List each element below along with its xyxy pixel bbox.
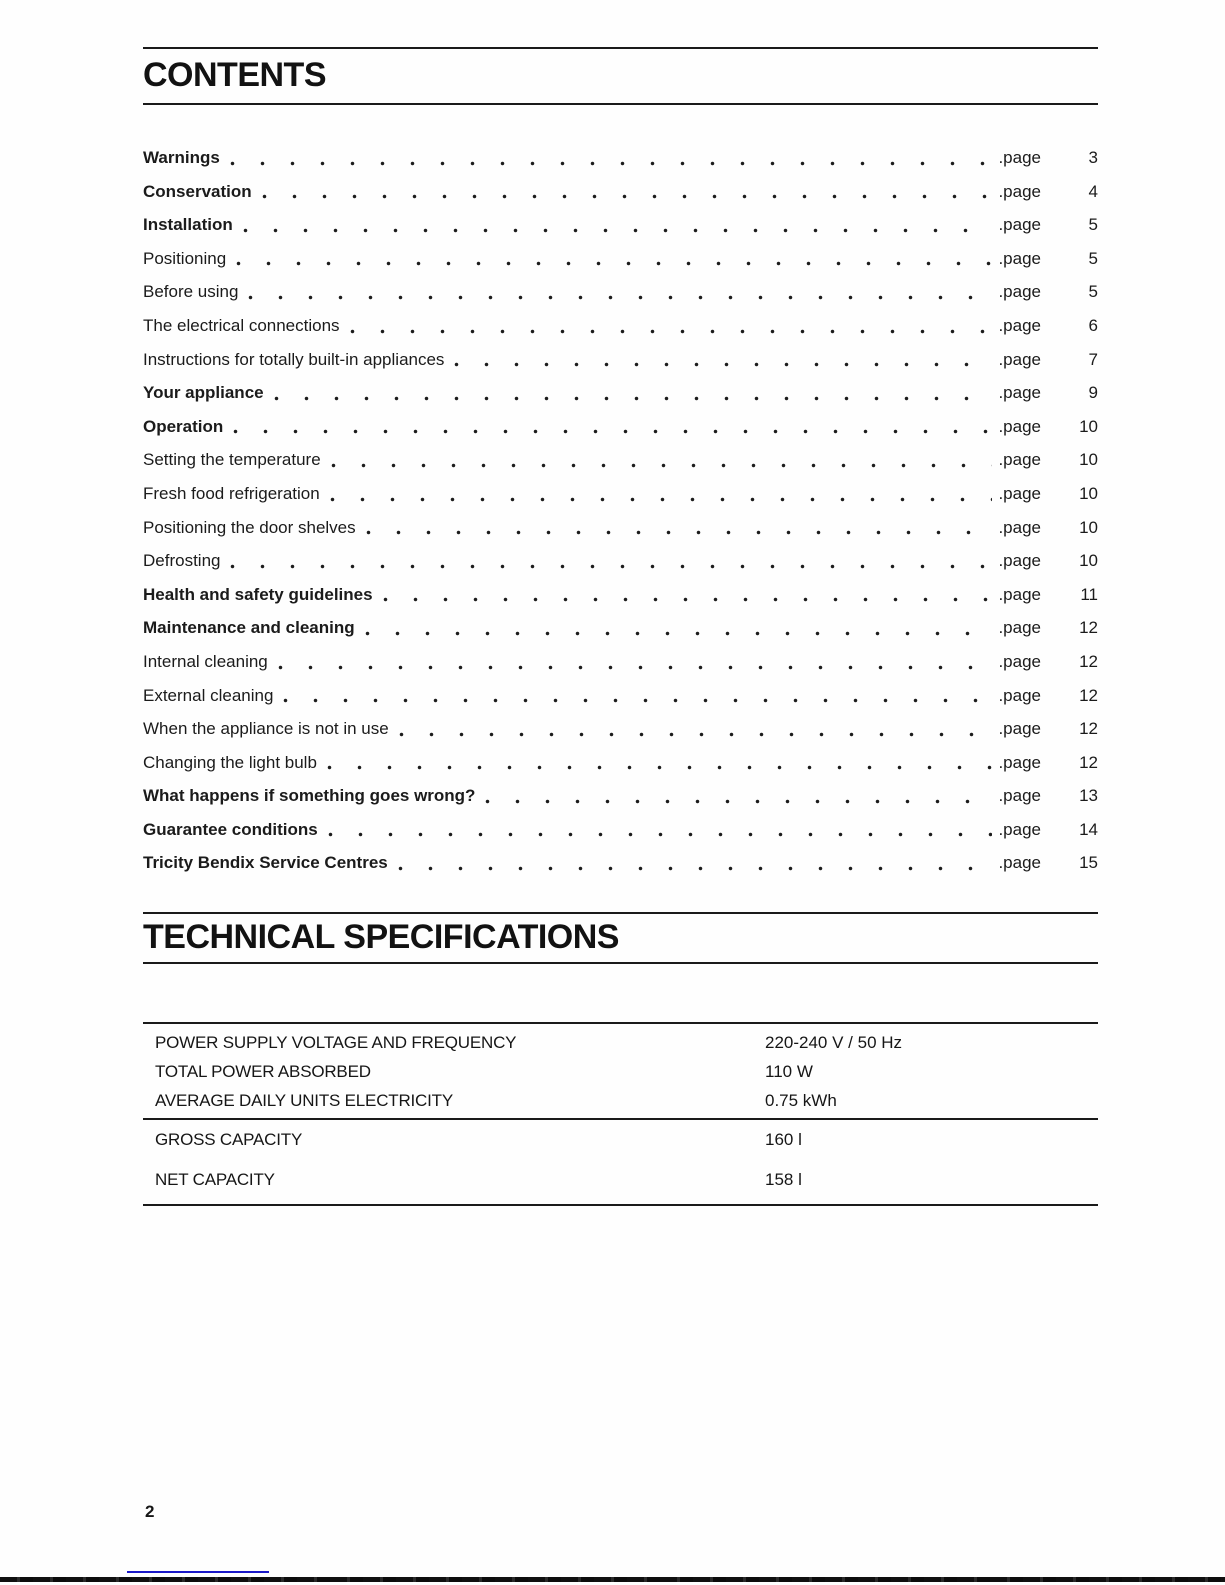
toc-row xyxy=(143,376,1098,410)
toc-row xyxy=(143,410,1098,444)
dot-leader xyxy=(398,866,993,871)
toc-page-word: .page xyxy=(998,752,1041,772)
toc-entry-label: Installation xyxy=(143,215,233,235)
spec-label: AVERAGE DAILY UNITS ELECTRICITY xyxy=(155,1091,453,1111)
toc-row xyxy=(143,645,1098,679)
toc-row xyxy=(143,813,1098,847)
blue-underline-artifact xyxy=(127,1571,269,1573)
spec-label: POWER SUPPLY VOLTAGE AND FREQUENCY xyxy=(155,1033,517,1053)
dot-leader xyxy=(230,161,993,166)
contents-top-rule xyxy=(143,47,1098,49)
toc-entry-label: Changing the light bulb xyxy=(143,752,317,772)
toc-row xyxy=(143,511,1098,545)
dot-leader xyxy=(350,329,993,334)
toc-page-number: 7 xyxy=(1088,349,1098,369)
toc-entry-label: Positioning xyxy=(143,248,227,268)
toc-page-number: 13 xyxy=(1079,786,1098,806)
toc-page-number: 12 xyxy=(1079,719,1098,739)
dot-leader xyxy=(485,799,992,804)
dot-leader xyxy=(330,497,993,502)
toc-page-word: .page xyxy=(998,685,1041,705)
toc-page-number: 9 xyxy=(1088,383,1098,403)
toc-entry-label: Defrosting xyxy=(143,551,221,571)
toc-row xyxy=(143,443,1098,477)
contents-section xyxy=(143,47,1098,880)
spec-value: 160 l xyxy=(765,1130,802,1150)
toc-entry-label: Warnings xyxy=(143,148,220,167)
spec-table xyxy=(143,1022,1098,1206)
toc-page-word: .page xyxy=(998,315,1041,335)
toc-page-word: .page xyxy=(998,651,1041,671)
spec-label: TOTAL POWER ABSORBED xyxy=(155,1062,371,1082)
toc-page-number: 12 xyxy=(1079,685,1098,705)
toc-page-word: .page xyxy=(998,450,1041,470)
toc-row xyxy=(143,242,1098,276)
toc-row xyxy=(143,712,1098,746)
toc-row xyxy=(143,544,1098,578)
toc-row xyxy=(143,679,1098,713)
dot-leader xyxy=(230,564,992,569)
dot-leader xyxy=(383,597,993,602)
toc-row xyxy=(143,846,1098,880)
toc-row xyxy=(143,343,1098,377)
toc-row xyxy=(143,779,1098,813)
toc-row xyxy=(143,746,1098,780)
toc-page-number: 6 xyxy=(1088,315,1098,335)
spec-row xyxy=(155,1086,1098,1115)
toc-entry-label: Guarantee conditions xyxy=(143,819,318,839)
toc-page-word: .page xyxy=(998,282,1041,302)
toc-page-number: 3 xyxy=(1088,148,1098,167)
toc-row xyxy=(143,275,1098,309)
specs-top-rule xyxy=(143,912,1098,914)
toc-row xyxy=(143,309,1098,343)
toc-page-number: 5 xyxy=(1088,248,1098,268)
dot-leader xyxy=(366,530,993,535)
spec-value: 158 l xyxy=(765,1170,802,1190)
dot-leader xyxy=(328,832,993,837)
toc-page-word: .page xyxy=(998,618,1041,638)
toc-page-number: 12 xyxy=(1079,752,1098,772)
toc-entry-label: Operation xyxy=(143,416,224,436)
dot-leader xyxy=(327,765,993,770)
dot-leader xyxy=(283,698,992,703)
toc-page-number: 10 xyxy=(1079,483,1098,503)
spec-row xyxy=(155,1120,1098,1160)
spec-row xyxy=(155,1028,1098,1057)
toc-row xyxy=(143,175,1098,209)
spec-row xyxy=(155,1160,1098,1200)
spec-label: NET CAPACITY xyxy=(155,1170,275,1190)
toc-row xyxy=(143,578,1098,612)
dot-leader xyxy=(262,194,993,199)
dot-leader xyxy=(236,261,992,266)
toc-row xyxy=(143,477,1098,511)
toc-page-word: .page xyxy=(998,786,1041,806)
toc-page-word: .page xyxy=(998,551,1041,571)
toc-row xyxy=(143,141,1098,175)
spec-value: 220-240 V / 50 Hz xyxy=(765,1033,903,1053)
tech-specs-section xyxy=(143,912,1098,1206)
toc-page-word: .page xyxy=(998,719,1041,739)
spec-group-power xyxy=(143,1024,1098,1118)
toc-page-word: .page xyxy=(998,416,1041,436)
toc-entry-label: What happens if something goes wrong? xyxy=(143,786,476,806)
toc-page-word: .page xyxy=(998,181,1041,201)
dot-leader xyxy=(454,362,992,367)
scan-edge-artifact xyxy=(0,1577,1225,1582)
toc-page-word: .page xyxy=(998,148,1041,167)
toc-entry-label: Before using xyxy=(143,282,239,302)
contents-bottom-rule xyxy=(143,103,1098,105)
toc-page-number: 4 xyxy=(1088,181,1098,201)
specs-bottom-rule xyxy=(143,962,1098,964)
toc-page-number: 10 xyxy=(1079,450,1098,470)
toc-page-number: 10 xyxy=(1079,416,1098,436)
toc-page-word: .page xyxy=(998,383,1041,403)
toc-entry-label: The electrical connections xyxy=(143,315,340,335)
toc-entry-label: Tricity Bendix Service Centres xyxy=(143,853,388,873)
toc-entry-label: Health and safety guidelines xyxy=(143,584,373,604)
toc-page-number: 15 xyxy=(1079,853,1098,873)
toc-page-word: .page xyxy=(998,819,1041,839)
toc-page-word: .page xyxy=(998,584,1041,604)
spec-value: 0.75 kWh xyxy=(765,1091,837,1111)
toc-page-word: .page xyxy=(998,517,1041,537)
dot-leader xyxy=(248,295,992,300)
dot-leader xyxy=(365,631,993,636)
spec-label: GROSS CAPACITY xyxy=(155,1130,303,1150)
toc-page-word: .page xyxy=(998,483,1041,503)
toc-page-number: 5 xyxy=(1088,282,1098,302)
page-number: 2 xyxy=(145,1502,155,1521)
toc-entry-label: Conservation xyxy=(143,181,252,201)
toc-page-number: 10 xyxy=(1079,517,1098,537)
dot-leader xyxy=(331,463,993,468)
toc-entry-label: Positioning the door shelves xyxy=(143,517,356,537)
toc-page-word: .page xyxy=(998,349,1041,369)
tech-specs-title: TECHNICAL SPECIFICATIONS xyxy=(143,918,619,957)
toc-page-word: .page xyxy=(998,248,1041,268)
toc-row xyxy=(143,611,1098,645)
toc-page-number: 5 xyxy=(1088,215,1098,235)
dot-leader xyxy=(274,396,993,401)
toc-list xyxy=(143,141,1098,880)
toc-page-number: 12 xyxy=(1079,651,1098,671)
toc-page-number: 11 xyxy=(1080,584,1098,604)
toc-page-word: .page xyxy=(998,853,1041,873)
toc-entry-label: Setting the temperature xyxy=(143,450,321,470)
toc-entry-label: When the appliance is not in use xyxy=(143,719,389,739)
toc-entry-label: Fresh food refrigeration xyxy=(143,483,320,503)
spec-value: 110 W xyxy=(765,1062,813,1082)
spec-group-capacity xyxy=(143,1120,1098,1204)
dot-leader xyxy=(399,732,993,737)
spec-row xyxy=(155,1057,1098,1086)
toc-entry-label: Internal cleaning xyxy=(143,651,268,671)
toc-page-number: 12 xyxy=(1079,618,1098,638)
dot-leader xyxy=(278,665,993,670)
toc-page-number: 14 xyxy=(1079,819,1098,839)
contents-title: CONTENTS xyxy=(143,56,326,94)
toc-entry-label: Maintenance and cleaning xyxy=(143,618,355,638)
toc-page-number: 10 xyxy=(1079,551,1098,571)
toc-entry-label: Your appliance xyxy=(143,383,264,403)
toc-entry-label: Instructions for totally built-in appliances xyxy=(143,349,445,369)
toc-page-word: .page xyxy=(998,215,1041,235)
toc-row xyxy=(143,208,1098,242)
dot-leader xyxy=(233,429,992,434)
dot-leader xyxy=(243,228,993,233)
toc-entry-label: External cleaning xyxy=(143,685,274,705)
